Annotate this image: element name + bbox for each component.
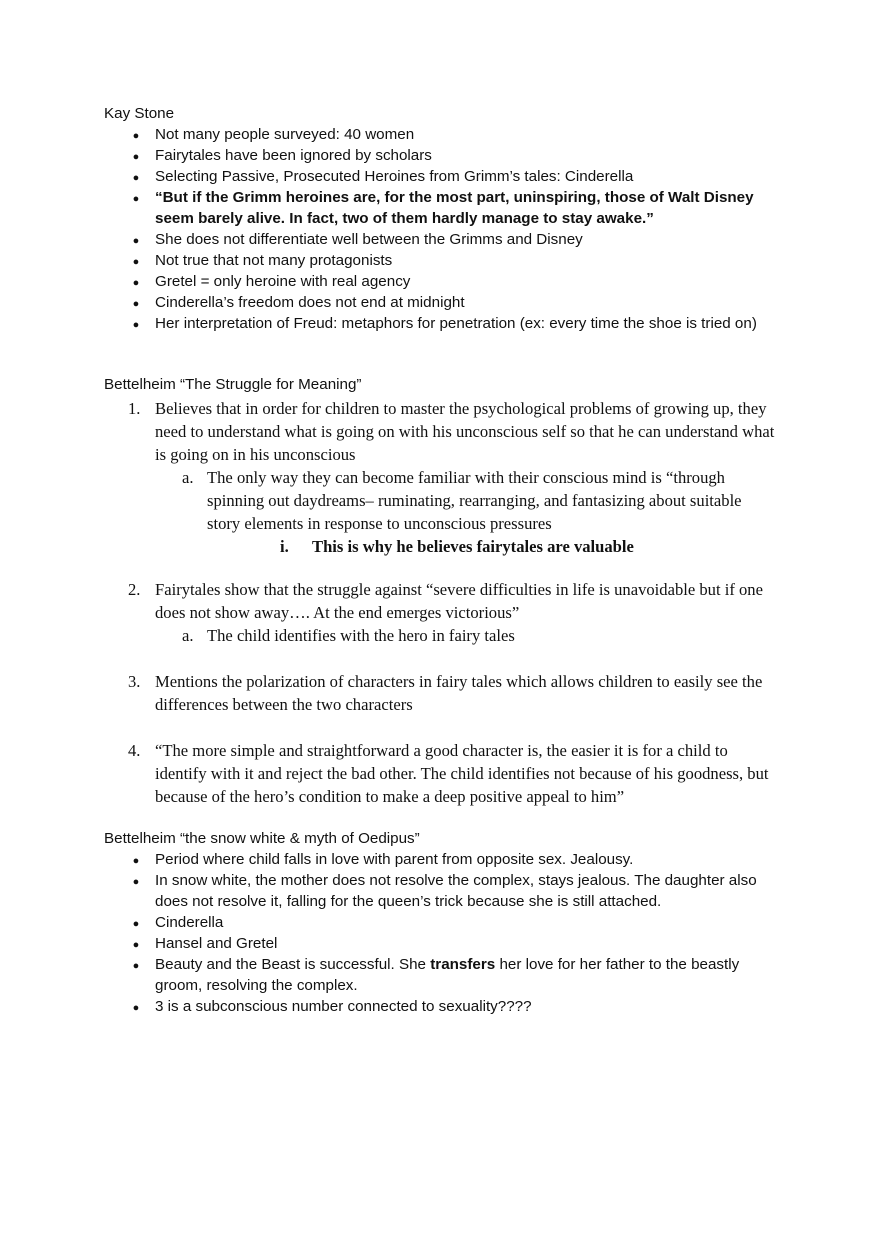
bullet-icon [129, 933, 143, 956]
bullet-icon [129, 124, 143, 147]
list-item: ● Her interpretation of Freud: metaphors for penetration (ex: every time the shoe is tried on) [104, 313, 784, 334]
numbered-list [104, 739, 776, 808]
list-item: ● Cinderella [104, 912, 784, 933]
emphasis-transfers: transfers [430, 956, 496, 973]
list-item: ● Gretel = only heroine with real agency [104, 271, 784, 292]
bullet-icon [129, 849, 143, 872]
list-item: ● Selecting Passive, Prosecuted Heroines from Grimm’s tales: Cinderella [104, 166, 784, 187]
section-heading-struggle-for-meaning: Bettelheim “The Struggle for Meaning” [104, 376, 362, 393]
list-item: ● 3 is a subconscious number connected to sexuality???? [104, 996, 784, 1017]
bullet-icon [129, 250, 143, 273]
sub-item-a: a. The child identifies with the hero in fairy tales [182, 626, 515, 645]
kay-stone-bullet-list [104, 124, 784, 334]
numbered-item-4: 4. “The more simple and straightforward a good character is, the easier it is for a child to identify with it and reject the bad other. The child identifies not because of his goodness, but because of the hero’s condition to make a deep positive appeal to him” [128, 741, 769, 806]
list-item: ● She does not differentiate well between the Grimms and Disney [104, 229, 784, 250]
list-item: ● Cinderella’s freedom does not end at midnight [104, 292, 784, 313]
bullet-icon [129, 271, 143, 294]
bullet-icon [129, 145, 143, 168]
numbered-list [104, 397, 776, 558]
numbered-list [104, 578, 776, 647]
bullet-icon [129, 996, 143, 1019]
bullet-icon [129, 187, 143, 210]
bullet-icon [129, 292, 143, 315]
bullet-icon [129, 912, 143, 935]
list-item: ● Beauty and the Beast is successful. She transfers her love for her father to the beastly groom, resolving the complex. [104, 954, 784, 996]
list-item: ● In snow white, the mother does not resolve the complex, stays jealous. The daughter also does not resolve it, falling for the queen’s trick because she is still attached. [104, 870, 784, 912]
numbered-item-3: 3. Mentions the polarization of characters in fairy tales which allows children to easily see the differences between the two characters [128, 672, 763, 714]
bullet-icon [129, 166, 143, 189]
sub-sub-item-i: i. This is why he believes fairytales are valuable [280, 537, 634, 556]
snow-white-bullet-list [104, 849, 784, 1017]
bullet-icon [129, 229, 143, 252]
numbered-list [104, 670, 776, 716]
list-item: ● Not true that not many protagonists [104, 250, 784, 271]
list-item-quote: ● “But if the Grimm heroines are, for the most part, uninspiring, those of Walt Disney seem barely alive. In fact, two of them hardly manage to stay awake.” [104, 187, 784, 229]
bullet-icon [129, 954, 143, 977]
list-item: ● Period where child falls in love with parent from opposite sex. Jealousy. [104, 849, 784, 870]
section-heading-kay-stone: Kay Stone [104, 105, 175, 122]
bullet-icon [129, 313, 143, 336]
numbered-item-1: 1. Believes that in order for children to master the psychological problems of growing up, they need to understand what is going on with his unconscious self so that he can understand what is going on in his unconscious a. The only way they can become familiar with their conscious mind is “through spinning out daydreams– ruminating, rearranging, and fantasizing about suitable story elements in response to unconscious pressures i. This is why he believes fairytales are valuable [104, 397, 776, 558]
list-item: ● Fairytales have been ignored by scholars [104, 145, 784, 166]
section-heading-snow-white-oedipus: Bettelheim “the snow white & myth of Oedipus” [104, 830, 420, 847]
numbered-item-2: 2. Fairytales show that the struggle against “severe difficulties in life is unavoidable but if one does not show away…. At the end emerges victorious” a. The child identifies with the hero in fairy tales [104, 578, 776, 647]
list-item: ● Not many people surveyed: 40 women [104, 124, 784, 145]
list-item: ● Hansel and Gretel [104, 933, 784, 954]
bullet-icon [129, 870, 143, 893]
sub-item-a: a. The only way they can become familiar with their conscious mind is “through spinning out daydreams– ruminating, rearranging, and fantasizing about suitable story elements in response to unconscious pressures i. This is why he believes fairytales are valuable [104, 466, 776, 558]
